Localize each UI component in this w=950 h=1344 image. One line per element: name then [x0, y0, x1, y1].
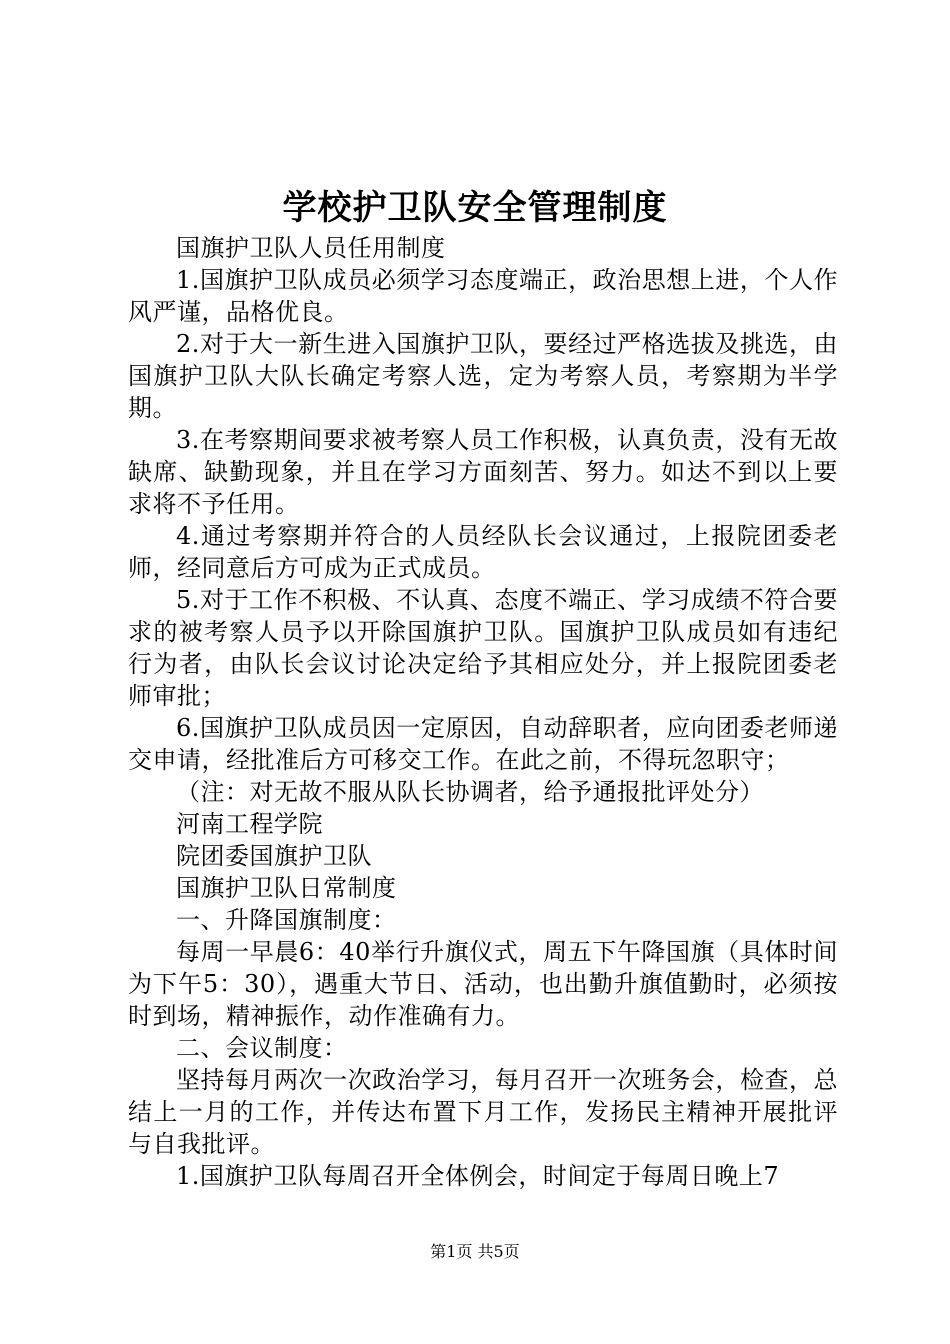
section-heading-daily: 国旗护卫队日常制度 [176, 874, 397, 902]
rule-paragraph: 1.国旗护卫队成员必须学习态度端正，政治思想上进，个人作风严谨，品格优良。 [128, 266, 838, 326]
rule-paragraph: 4.通过考察期并符合的人员经队长会议通过，上报院团委老师，经同意后方可成为正式成员。 [128, 522, 838, 582]
rule-paragraph: 每周一早晨6：40举行升旗仪式，周五下午降国旗（具体时间为下午5：30），遇重大节日、活动，也出勤升旗值勤时，必须按时到场，精神振作，动作准确有力。 [128, 938, 838, 1030]
rule-paragraph: 6.国旗护卫队成员因一定原因，自动辞职者，应向团委老师递交申请，经批准后方可移交工作。在此之前，不得玩忽职守； [128, 714, 838, 774]
note-paragraph: （注：对无故不服从队长协调者，给予通报批评处分） [176, 778, 764, 806]
rule-paragraph: 2.对于大一新生进入国旗护卫队，要经过严格选拔及挑选，由国旗护卫队大队长确定考察人选，定为考察人员，考察期为半学期。 [128, 330, 838, 422]
subsection-heading: 一、升降国旗制度： [176, 906, 397, 934]
subsection-heading: 二、会议制度： [176, 1034, 348, 1062]
rule-paragraph: 1.国旗护卫队每周召开全体例会，时间定于每周日晚上7 [176, 1162, 780, 1190]
rule-paragraph: 坚持每月两次一次政治学习，每月召开一次班务会，检查，总结上一月的工作，并传达布置下月工作，发扬民主精神开展批评与自我批评。 [128, 1066, 838, 1158]
document-title: 学校护卫队安全管理制度 [282, 188, 668, 228]
signature-school: 河南工程学院 [176, 810, 323, 838]
page-footer: 第1页 共5页 [430, 1242, 520, 1261]
rule-paragraph: 5.对于工作不积极、不认真、态度不端正、学习成绩不符合要求的被考察人员予以开除国旗护卫队。国旗护卫队成员如有违纪行为者，由队长会议讨论决定给予其相应处分，并上报院团委老师审批； [128, 586, 838, 710]
section-heading-appointment: 国旗护卫队人员任用制度 [176, 234, 446, 262]
rule-paragraph: 3.在考察期间要求被考察人员工作积极，认真负责，没有无故缺席、缺勤现象，并且在学习方面刻苦、努力。如达不到以上要求将不予任用。 [128, 426, 838, 518]
signature-unit: 院团委国旗护卫队 [176, 842, 372, 870]
document-body [128, 232, 838, 1192]
